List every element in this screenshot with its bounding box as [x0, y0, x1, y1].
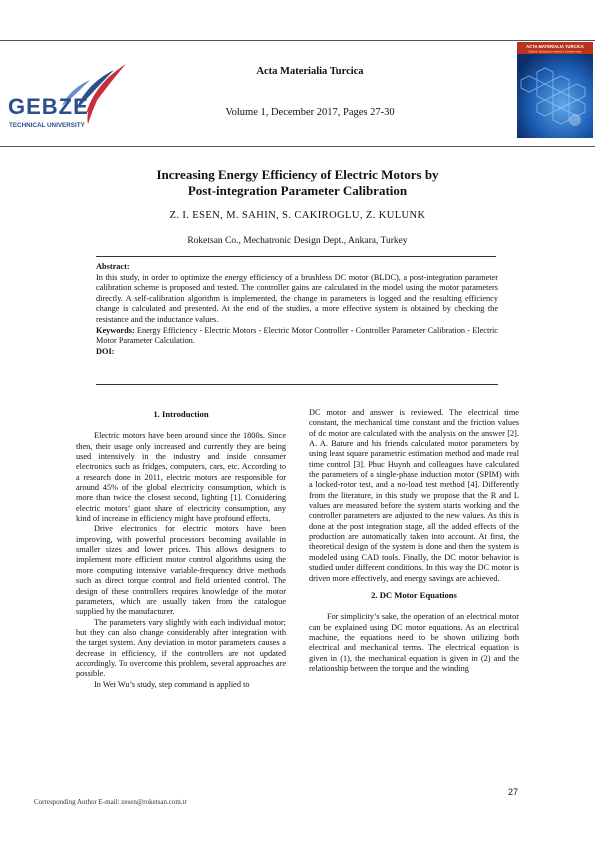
- header-bottom-rule: [0, 146, 595, 147]
- cover-title: ACTA MATERIALIA TURCICA: [526, 44, 584, 49]
- left-paragraph-1: Electric motors have been around since the 1800s. Since then, their usage only increased and currently they are being used intensively in the industry and inside consumer electronics such as fridges, computers, cars, etc. According to a research done in 2011, electric motors are responsible for around 45% of the global electricity consumption, which is more than twice the closest second, lighting [1]. Considering electric motors’ giant share of electricity consumption, any kind of increase in efficiency might have profound effects.: [76, 431, 286, 524]
- doi-label: DOI:: [96, 346, 115, 356]
- paper-title-line-2: Post-integration Parameter Calibration: [187, 183, 408, 198]
- paper-title-line-1: Increasing Energy Efficiency of Electric Motors by: [156, 167, 439, 182]
- logo-wordmark: GEBZE: [8, 94, 89, 119]
- header-top-rule: [0, 40, 595, 41]
- left-paragraph-4: In Wei Wu’s study, step command is applied to: [94, 679, 250, 689]
- gebze-university-logo: [6, 50, 136, 135]
- journal-cover-image: [517, 42, 593, 138]
- left-column: [76, 408, 286, 690]
- volume-info: Volume 1, December 2017, Pages 27-30: [225, 107, 395, 118]
- right-paragraph-2: For simplicity’s sake, the operation of an electrical motor can be explained using DC motor equations. As an electrical machine, the equations need to be shown utilizing both electrical and mechanical terms. The electrical equation is given in (1), the mechanical equation is given in (2) and the relationship between the torque and the winding: [309, 612, 519, 673]
- paper-title: [60, 167, 535, 199]
- section-1-heading: 1. Introduction: [153, 409, 209, 419]
- abstract-label: Abstract:: [96, 262, 130, 271]
- right-column: [309, 408, 519, 674]
- paper-affiliation: Roketsan Co., Mechatronic Design Dept., Ankara, Turkey: [187, 236, 408, 246]
- left-paragraph-3: The parameters vary slightly with each individual motor; but they can also change considerably after integration with the target system. Any deviation in motor parameters causes a decrease in efficiency, if the controllers are not updated accordingly. To overcome this problem, several approaches are possible.: [76, 617, 286, 679]
- abstract-bottom-rule: [96, 384, 498, 385]
- logo-subtext: TECHNICAL UNIVERSITY: [9, 122, 85, 129]
- abstract-block: [96, 262, 498, 357]
- keywords-line: [96, 326, 498, 347]
- page-number: 27: [508, 787, 519, 797]
- left-paragraph-2: Drive electronics for electric motors have been improving, with powerful processors becoming available in smaller sizes and lower prices. This allows designers to implement more efficient motor control algorithms using the more computing intensive variable-frequency drive methods such as direct torque control and field oriented control. The design of these controllers requires knowledge of the motor parameters, which are usually taken from the catalogue supplied by the manufacturer.: [76, 524, 286, 617]
- journal-name: Acta Materialia Turcica: [256, 66, 364, 77]
- keywords-text: Energy Efficiency - Electric Motors - Electric Motor Controller - Controller Parameter Calibration - Electric Motor Parameter Calculation.: [96, 325, 498, 346]
- keywords-label: Keywords:: [96, 325, 135, 335]
- paper-authors: Z. I. ESEN, M. SAHIN, S. CAKIROGLU, Z. KULUNK: [169, 210, 426, 221]
- corresponding-author-note: Corresponding Author E-mail: zesen@roketsan.com.tr: [34, 798, 187, 806]
- abstract-top-rule: [96, 256, 496, 257]
- cover-subtitle: Editorial, bibliographic research & scientific resear: [528, 50, 582, 54]
- right-paragraph-1: DC motor and answer is reviewed. The electrical time constant, the mechanical time constant and the friction values of dc motor are calculated with the analysis on the answer [2]. A. A. Bature and his friends calculated motor parameters by using least square parametric estimation method and made real time control [3]. Phuc Huynh and colleagues have calculated the parameters of a single-phase induction motor (SPIM) with a locked-rotor test, and a no-load test method [4]. Differently from the literature, in this study we propose that the R and L values are measured before the system starts working and the controller parameters are adjusted to the new values. As this is done at the post integration stage, all the added effects of the production are automatically taken into account. At first, the theoretical design of the system is done and then the system is modeled using CAD tools. Finally, the DC motor behavior is studied under different conditions. In this way the DC motor is driven more effectively, and energy savings are achieved.: [309, 408, 519, 583]
- section-2-heading: 2. DC Motor Equations: [371, 589, 457, 600]
- abstract-text: In this study, in order to optimize the energy efficiency of a brushless DC motor (BLDC), a post-integration parameter calibration scheme is proposed and tested. The controller gains are calculated in the model using the motor parameters directly. A self-calibration algorithm is implemented, the change in parameters is logged and the resulting efficiency change is calculated and presented. At the end of the studies, a more effective system is obtained by checking the resistance and the inductance values.: [96, 272, 498, 324]
